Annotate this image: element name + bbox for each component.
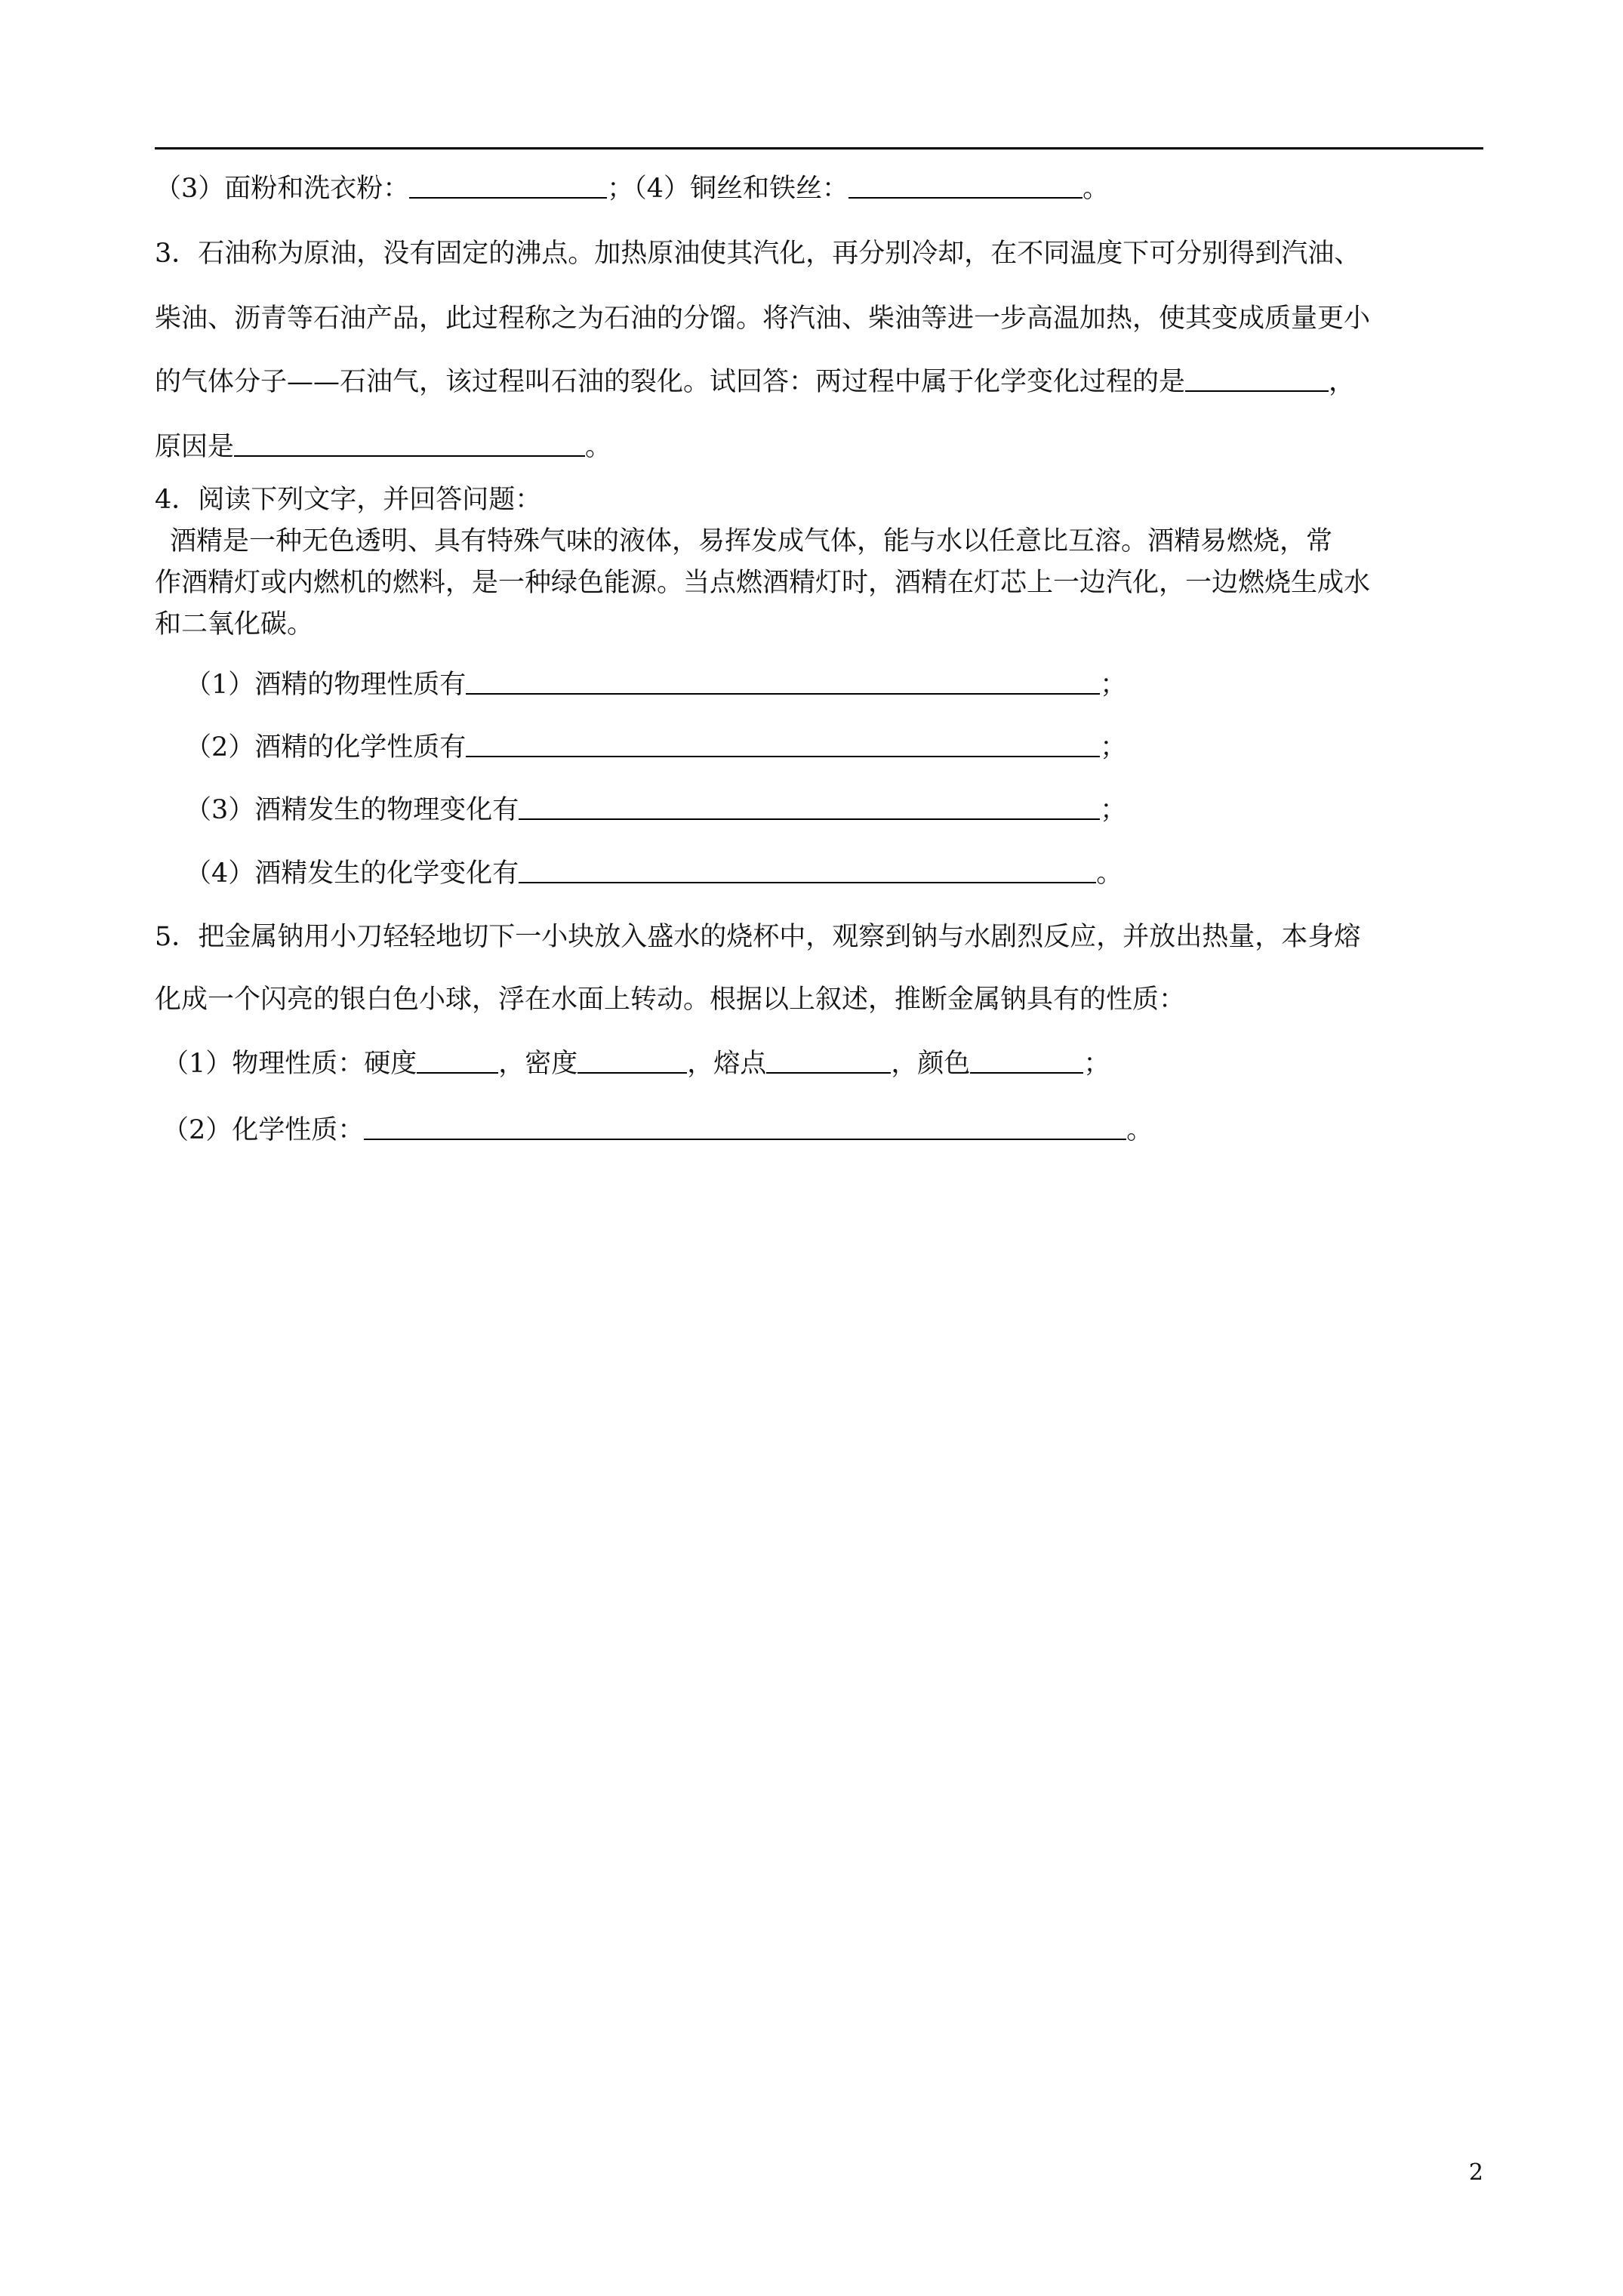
punctuation: 。 [585, 432, 612, 462]
q3-line-3 [155, 365, 1355, 399]
punctuation: ， [1329, 367, 1356, 397]
q5-density-label: ，密度 [498, 1049, 578, 1079]
q4-heading: 4．阅读下列文字，并回答问题： [155, 485, 542, 515]
q5-chemical-label: （2）化学性质： [162, 1115, 365, 1145]
q4-answer-3-label: （3）酒精发生的物理变化有 [185, 795, 519, 825]
q4-passage-line-2: 作酒精灯或内燃机的燃料，是一种绿色能源。当点燃酒精灯时，酒精在灯芯上一边汽化，一边燃烧生成水 [155, 568, 1371, 598]
answer-blank[interactable] [1185, 366, 1329, 392]
q5-line-1: 5．把金属钠用小刀轻轻地切下一小块放入盛水的烧杯中，观察到钠与水剧烈反应，并放出热量，本身熔 [155, 922, 1361, 952]
q3-line-2: 柴油、沥青等石油产品，此过程称之为石油的分馏。将汽油、柴油等进一步高温加热，使其变成质量更小 [155, 304, 1371, 334]
punctuation: 。 [1083, 174, 1110, 204]
page-number: 2 [1468, 2159, 1483, 2186]
answer-blank[interactable] [519, 794, 1100, 820]
q4-answer-1 [185, 668, 1126, 701]
answer-blank[interactable] [848, 173, 1083, 199]
q4-answer-4-label: （4）酒精发生的化学变化有 [185, 858, 519, 889]
q2-item3-label: （3）面粉和洗衣粉： [155, 174, 410, 204]
answer-blank[interactable] [234, 431, 585, 457]
q5-melting-point-label: ，熔点 [687, 1049, 767, 1079]
answer-blank[interactable] [364, 1114, 1126, 1140]
answer-blank[interactable] [970, 1048, 1083, 1074]
q4-answer-2-label: （2）酒精的化学性质有 [185, 732, 467, 763]
punctuation: ； [1100, 795, 1127, 825]
q4-answer-2 [185, 731, 1126, 764]
punctuation: ； [1083, 1049, 1110, 1079]
q3-line-4 [155, 430, 611, 464]
punctuation: 。 [1126, 1115, 1153, 1145]
q3-reason-label: 原因是 [155, 432, 235, 462]
q5-answer-2 [162, 1114, 1153, 1147]
q5-hardness-label: （1）物理性质：硬度 [162, 1049, 417, 1079]
answer-blank[interactable] [766, 1048, 891, 1074]
q5-color-label: ，颜色 [891, 1049, 971, 1079]
q5-line-2: 化成一个闪亮的银白色小球，浮在水面上转动。根据以上叙述，推断金属钠具有的性质： [155, 985, 1186, 1015]
answer-blank[interactable] [466, 669, 1100, 695]
answer-blank[interactable] [409, 173, 607, 199]
q2-items-row [155, 172, 1109, 205]
q4-answer-3 [185, 794, 1126, 827]
q2-item4-label: ；（4）铜丝和铁丝： [607, 174, 849, 204]
answer-blank[interactable] [417, 1048, 498, 1074]
q5-answer-1 [162, 1047, 1110, 1080]
header-rule [155, 147, 1483, 149]
answer-blank[interactable] [577, 1048, 687, 1074]
q4-answer-4 [185, 857, 1123, 890]
q3-line-1: 3．石油称为原油，没有固定的沸点。加热原油使其汽化，再分别冷却，在不同温度下可分别得到汽油、 [155, 239, 1361, 269]
punctuation: ； [1100, 732, 1127, 763]
answer-blank[interactable] [519, 858, 1096, 883]
q4-answer-1-label: （1）酒精的物理性质有 [185, 670, 467, 700]
q3-question-text: 的气体分子——石油气，该过程叫石油的裂化。试回答：两过程中属于化学变化过程的是 [155, 367, 1186, 397]
punctuation: 。 [1096, 858, 1123, 889]
q4-passage-line-3: 和二氧化碳。 [155, 609, 314, 639]
q4-passage-line-1: 酒精是一种无色透明、具有特殊气味的液体，易挥发成气体，能与水以任意比互溶。酒精易燃烧，常 [170, 526, 1333, 556]
punctuation: ； [1100, 670, 1127, 700]
answer-blank[interactable] [466, 732, 1100, 757]
